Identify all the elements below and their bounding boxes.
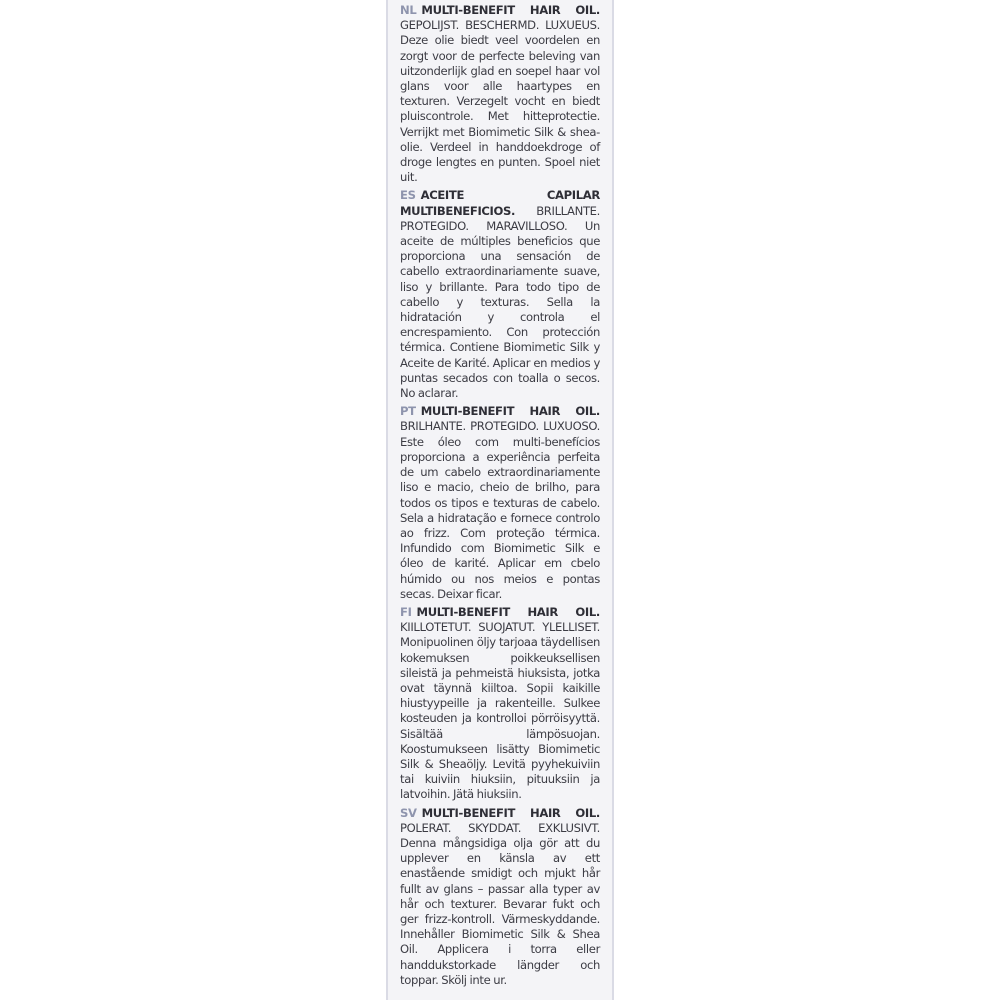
tagline: BRILHANTE. PROTEGIDO. LUXUOSO. [400, 419, 600, 434]
description-body: Un aceite de múltiples beneficios que proporciona una sensación de cabello extraordinariamente suave, liso y brillante. Para todo tipo de cabello y texturas. Sella la hidratación y controla el encrespamiento. Con protección térmica. Contiene Biomimetic Silk y Aceite de Karité. Aplicar en medios y puntas secados con toalla o secos. No aclarar. [400, 218, 600, 401]
section-nl [400, 3, 600, 185]
section-pt [400, 404, 600, 602]
tagline: POLERAT. SKYDDAT. EXKLUSIVT. [400, 820, 600, 835]
multilingual-description [400, 3, 600, 991]
product-heading: MULTI-BENEFIT HAIR OIL. [421, 805, 600, 820]
language-code: NL [400, 3, 417, 17]
product-heading: MULTI-BENEFIT HAIR OIL. [416, 604, 600, 619]
language-code: PT [400, 404, 416, 419]
tagline: KIILLOTETUT. SUOJATUT. YLELLISET. [400, 620, 600, 635]
language-code: SV [400, 805, 417, 820]
language-code: ES [400, 188, 416, 203]
language-code: FI [400, 604, 412, 619]
section-es [400, 188, 600, 401]
description-body: Denna mångsidiga olja gör att du upplever en känsla av ett enastående smidigt och mjukt hår fullt av glans – passar alla typer av hår och texturer. Bevarar fukt och ger frizz-kontroll. Värmeskyddande. Innehåller Biomimetic Silk & Shea Oil. Applicera i torra eller handdukstorkade längder och toppar. Skölj inte ur. [400, 835, 600, 987]
description-body: Monipuolinen öljy tarjoaa täydellisen kokemuksen poikkeuksellisen sileistä ja pehmeistä hiuksista, jotka ovat täynnä kiiltoa. Sopii kaikille hiustyypeille ja rakenteille. Sulkee kosteuden ja kontrolloi pörröisyyttä. Sisältää lämpösuojan. Koostumukseen lisätty Biomimetic Silk & Sheaöljy. Levitä pyyhekuiviin tai kuiviin hiuksiin, pituuksiin ja latvoihin. Jätä hiuksiin. [400, 635, 600, 802]
packaging-text-panel [386, 0, 614, 1000]
section-sv [400, 806, 600, 988]
product-heading: MULTI-BENEFIT HAIR OIL. [421, 3, 600, 17]
section-fi [400, 605, 600, 803]
product-heading: MULTI-BENEFIT HAIR OIL. [420, 404, 600, 419]
description-body: Este óleo com multi-benefícios proporciona a experiência perfeita de um cabelo extraordinariamente liso e macio, cheio de brilho, para todos os tipos e texturas de cabelo. Sela a hidratação e fornece controlo ao frizz. Com proteção térmica. Infundido com Biomimetic Silk e óleo de karité. Aplicar em cbelo húmido ou nos meios e pontas secas. Deixar ficar. [400, 434, 600, 601]
product-heading: ACEITE CAPILAR MULTIBENEFICIOS. [400, 188, 600, 218]
tagline: BRILLANTE. PROTEGIDO. MARAVILLOSO. [400, 203, 600, 233]
description-body: Deze olie biedt veel voordelen en zorgt voor de perfecte beleving van uitzonderlijk glad en soepel haar vol glans voor alle haartypes en texturen. Verzegelt vocht en biedt pluiscontrole. Met hitteprotectie. Verrijkt met Biomimetic Silk & shea-olie. Verdeel in handdoekdroge of droge lengtes en punten. Spoel niet uit. [400, 33, 600, 185]
tagline: GEPOLIJST. BESCHERMD. LUXUEUS. [400, 18, 600, 33]
